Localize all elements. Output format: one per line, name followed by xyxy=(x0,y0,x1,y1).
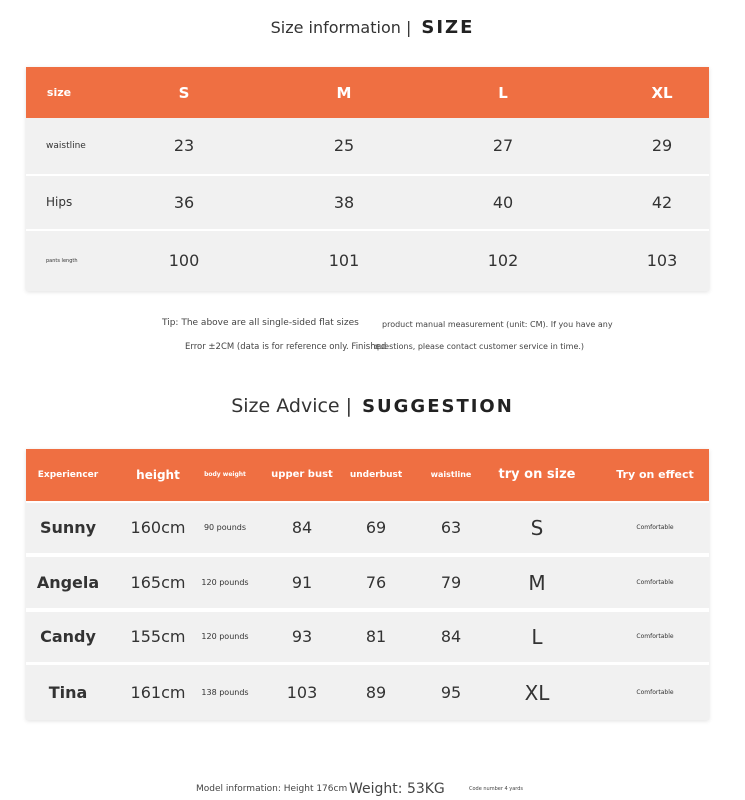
value-cell: 23 xyxy=(173,136,195,156)
upper-bust-cell: 84 xyxy=(291,518,313,538)
value-cell: 36 xyxy=(173,192,195,212)
try-on-size-cell: S xyxy=(530,516,544,540)
value-cell: 40 xyxy=(492,192,514,212)
header-cell: height xyxy=(136,467,180,482)
table-row xyxy=(26,503,709,553)
advice-table xyxy=(26,449,709,720)
table-row xyxy=(26,557,709,608)
tip-line: Error ±2CM (data is for reference only. Finished xyxy=(185,342,387,352)
header-cell: L xyxy=(498,83,508,102)
height-cell: 155cm xyxy=(130,627,186,647)
waistline-cell: 79 xyxy=(440,572,462,592)
advice-title-accent: SUGGESTION xyxy=(362,396,514,417)
header-cell: M xyxy=(336,83,352,102)
upper-bust-cell: 93 xyxy=(291,627,313,647)
model-weight: Weight: 53KG xyxy=(349,781,445,797)
header-cell: try on size xyxy=(498,467,576,483)
try-on-size-cell: M xyxy=(528,570,546,595)
underbust-cell: 81 xyxy=(365,627,387,647)
tip-line: questions, please contact customer service in time.) xyxy=(374,342,585,351)
try-on-size-cell: L xyxy=(531,625,543,649)
size-title-accent: SIZE xyxy=(421,17,475,38)
header-cell: waistline xyxy=(430,470,472,480)
row-label: Hips xyxy=(46,195,73,210)
upper-bust-cell: 103 xyxy=(286,682,318,702)
tip-line: Tip: The above are all single-sided flat sizes xyxy=(162,318,359,328)
try-on-effect-cell: Comfortable xyxy=(636,524,674,532)
value-cell: 102 xyxy=(487,251,519,271)
value-cell: 38 xyxy=(333,192,355,212)
upper-bust-cell: 91 xyxy=(291,572,313,592)
body-weight-cell: 138 pounds xyxy=(201,687,249,697)
value-cell: 100 xyxy=(168,251,200,271)
try-on-effect-cell: Comfortable xyxy=(636,688,674,696)
waistline-cell: 63 xyxy=(440,518,462,538)
try-on-size-cell: XL xyxy=(524,680,550,705)
header-cell: Experiencer xyxy=(37,469,99,480)
underbust-cell: 89 xyxy=(365,682,387,702)
size-title-main: Size information | xyxy=(270,18,412,37)
model-code: Code number 4 yards xyxy=(469,786,524,792)
experiencer-cell: Candy xyxy=(40,627,96,647)
table-row xyxy=(26,176,709,229)
header-cell: S xyxy=(178,83,190,102)
value-cell: 27 xyxy=(492,136,514,156)
table-row xyxy=(26,665,709,720)
table-row xyxy=(26,612,709,662)
header-cell: Try on effect xyxy=(616,468,694,482)
height-cell: 160cm xyxy=(130,518,186,538)
size-table xyxy=(26,67,709,291)
row-label: pants length xyxy=(46,258,78,264)
advice-title xyxy=(0,395,745,417)
underbust-cell: 69 xyxy=(365,518,387,538)
header-cell: body weight xyxy=(204,471,246,479)
experiencer-cell: Tina xyxy=(48,682,88,702)
model-height: Model information: Height 176cm xyxy=(196,784,348,794)
size-table-header xyxy=(26,67,709,118)
try-on-effect-cell: Comfortable xyxy=(636,633,674,641)
size-title xyxy=(0,17,745,38)
body-weight-cell: 120 pounds xyxy=(201,632,249,642)
value-cell: 25 xyxy=(333,136,355,156)
header-cell: size xyxy=(46,85,72,99)
value-cell: 42 xyxy=(651,192,673,212)
height-cell: 165cm xyxy=(130,572,186,592)
table-row xyxy=(26,231,709,291)
try-on-effect-cell: Comfortable xyxy=(636,578,674,586)
experiencer-cell: Sunny xyxy=(39,518,97,538)
underbust-cell: 76 xyxy=(365,572,387,592)
header-cell: XL xyxy=(651,83,673,102)
header-cell: underbust xyxy=(349,469,403,480)
waistline-cell: 84 xyxy=(440,627,462,647)
row-label: waistline xyxy=(46,140,86,151)
value-cell: 29 xyxy=(651,136,673,156)
advice-title-main: Size Advice | xyxy=(231,395,353,417)
waistline-cell: 95 xyxy=(440,682,462,702)
tip-line: product manual measurement (unit: CM). If you have any xyxy=(382,320,613,329)
advice-table-header xyxy=(26,449,709,501)
value-cell: 101 xyxy=(328,251,360,271)
value-cell: 103 xyxy=(646,251,678,271)
body-weight-cell: 120 pounds xyxy=(201,577,249,587)
table-row xyxy=(26,118,709,174)
body-weight-cell: 90 pounds xyxy=(203,523,247,533)
experiencer-cell: Angela xyxy=(36,572,100,592)
header-cell: upper bust xyxy=(271,469,333,480)
height-cell: 161cm xyxy=(130,682,186,702)
